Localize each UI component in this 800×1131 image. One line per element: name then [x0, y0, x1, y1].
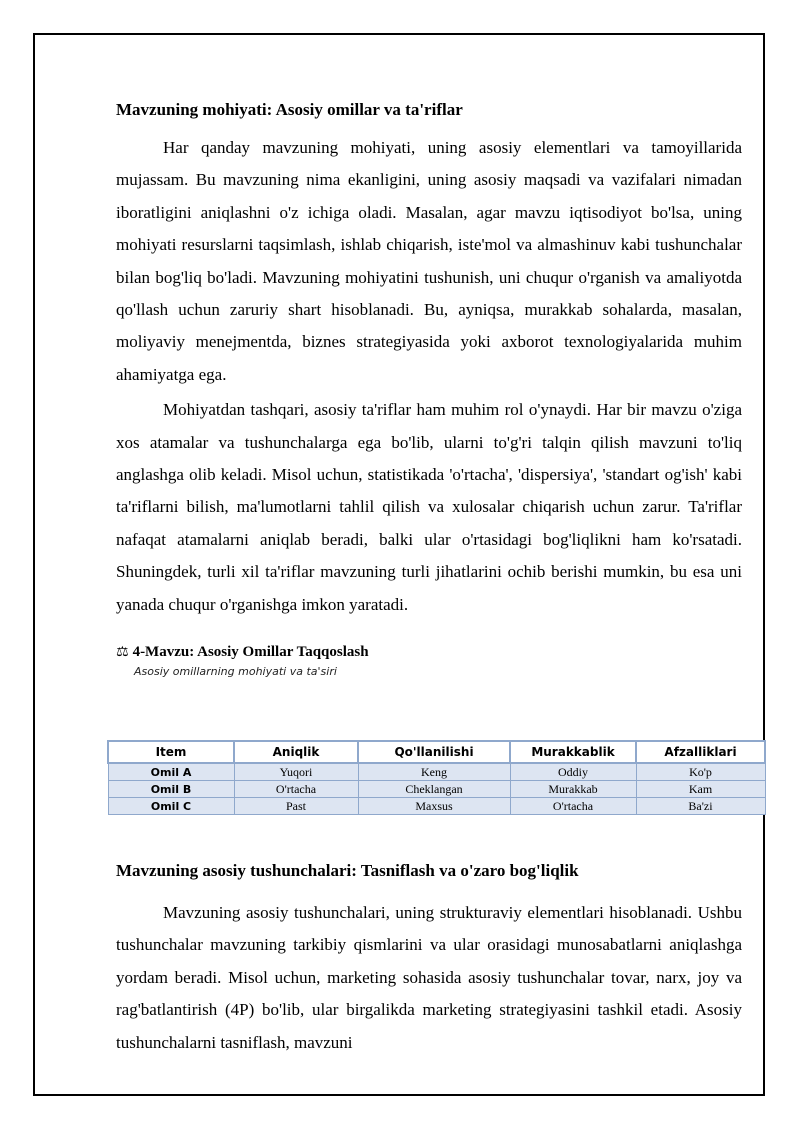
table-header-row	[108, 741, 765, 763]
paragraph: Mohiyatdan tashqari, asosiy ta'riflar ham muhim rol o'ynaydi. Har bir mavzu o'ziga xos atamalar va tushunchalarga ega bo'lib, ularni to'g'ri talqin qilish mavzuni to'liq anglashga olib keladi. Misol uchun, statistikada 'o'rtacha', 'dispersiya', 'standart og'ish' kabi ta'riflarni bilish, ma'lumotlarni tahlil qilish va xulosalar chiqarish uchun zarur. Ta'riflar nafaqat atamalarni aniqlab beradi, balki ular o'rtasidagi bog'liqlikni ham ko'rsatadi. Shuningdek, turli xil ta'riflar mavzuning turli jihatlarini ochib berishi mumkin, bu esa uni yanada chuqur o'rganishga imkon yaratadi.	[116, 400, 742, 614]
table-cell: Murakkab	[510, 781, 636, 798]
section-heading: Mavzuning asosiy tushunchalari: Tasniflash va o'zaro bog'liqlik	[116, 861, 579, 880]
table-cell: Past	[234, 798, 358, 815]
balance-scale-icon: ⚖	[116, 644, 129, 661]
paragraph: Har qanday mavzuning mohiyati, uning asosiy elementlari va tamoyillarida mujassam. Bu mavzuning nima ekanligini, uning asosiy maqsadi va vazifalari nimadan iboratligini aniqlashni o'z ichiga oladi. Masalan, agar mavzu iqtisodiyot bo'lsa, uning mohiyati resurslarni taqsimlash, ishlab chiqarish, iste'mol va almashinuv kabi tushunchalar bilan bog'liq bo'ladi. Mavzuning mohiyatini tushunish, uni chuqur o'rganish va amaliyotda qo'llash uchun zaruriy shart hisoblanadi. Bu, ayniqsa, murakkab sohalarda, masalan, moliyaviy menejmentda, biznes strategiyasida yoki axborot texnologiyalarida muhim ahamiyatga ega.	[116, 138, 742, 384]
table-row	[108, 781, 765, 798]
column-header: Aniqlik	[234, 741, 358, 763]
row-header: Omil B	[108, 781, 234, 798]
table-cell: Maxsus	[358, 798, 510, 815]
table-cell: Ba'zi	[636, 798, 765, 815]
table-cell: O'rtacha	[510, 798, 636, 815]
table-cell: O'rtacha	[234, 781, 358, 798]
table-title	[116, 642, 742, 662]
table-cell: Ko'p	[636, 763, 765, 781]
table-row	[108, 763, 765, 781]
column-header: Item	[108, 741, 234, 763]
column-header: Qo'llanilishi	[358, 741, 510, 763]
section-mohiyat	[116, 98, 742, 680]
table-subtitle: Asosiy omillarning mohiyati va ta'siri	[134, 665, 337, 679]
column-header: Murakkablik	[510, 741, 636, 763]
column-header: Afzalliklari	[636, 741, 765, 763]
table-cell: Yuqori	[234, 763, 358, 781]
section-heading: Mavzuning mohiyati: Asosiy omillar va ta'riflar	[116, 100, 463, 119]
table-cell: Oddiy	[510, 763, 636, 781]
row-header: Omil C	[108, 798, 234, 815]
table-cell: Cheklangan	[358, 781, 510, 798]
comparison-table	[107, 740, 766, 815]
paragraph: Mavzuning asosiy tushunchalari, uning strukturaviy elementlari hisoblanadi. Ushbu tushunchalar mavzuning tarkibiy qismlarini va ular orasidagi munosabatlarni aniqlashga yordam beradi. Misol uchun, marketing sohasida asosiy tushunchalar tovar, narx, joy va rag'batlantirish (4P) bo'lib, ular birgalikda marketing strategiyasini tashkil etadi. Asosiy tushunchalarni tasniflash, mavzuni	[116, 903, 742, 1052]
table-title-text: 4-Mavzu: Asosiy Omillar Taqqoslash	[132, 644, 369, 661]
table-cell: Kam	[636, 781, 765, 798]
row-header: Omil A	[108, 763, 234, 781]
table-cell: Keng	[358, 763, 510, 781]
table-row	[108, 798, 765, 815]
